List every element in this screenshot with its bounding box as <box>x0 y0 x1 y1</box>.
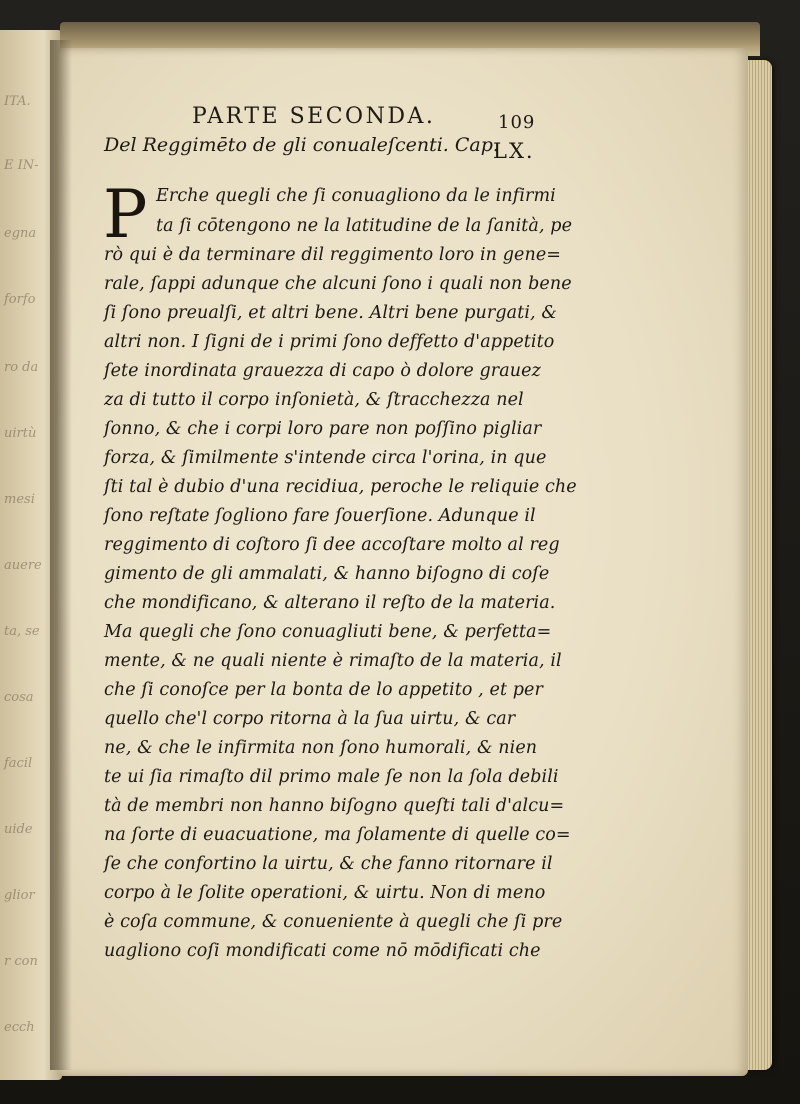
left-page-fragment: uide <box>4 822 33 837</box>
text-line: na ſorte di euacuatione, ma ſolamente di quelle co= <box>104 825 571 845</box>
text-line: ſonno, & che i corpi loro pare non poſſino pigliar <box>104 419 542 439</box>
left-page-fragment: glior <box>4 888 35 903</box>
text-line: tà de membri non hanno biſogno queſti tali d'alcu= <box>104 796 565 816</box>
left-page-fragment: egna <box>4 226 37 241</box>
text-line: ſete inordinata grauezza di capo ò dolore grauez <box>104 361 541 381</box>
text-line: che mondificano, & alterano il reſto de la materia. <box>104 593 556 613</box>
text-line: gimento de gli ammalati, & hanno biſogno di coſe <box>104 564 550 584</box>
text-line: ſe che confortino la uirtu, & che fanno ritornare il <box>104 854 553 874</box>
text-line: ta ſi cōtengono ne la latitudine de la ſanità, pe <box>156 216 573 236</box>
text-line: ſti tal è dubio d'una recidiua, peroche le reliquie che <box>104 477 577 497</box>
left-page-fragment: r con <box>4 954 38 969</box>
left-page-fragment: forfo <box>4 292 36 307</box>
left-page-fragment: E IN- <box>4 158 39 173</box>
running-head: PARTE SECONDA. <box>192 104 436 129</box>
left-page-fragment: ro da <box>4 360 39 375</box>
left-page-fragment: ta, se <box>4 624 40 639</box>
text-line: ne, & che le infirmita non ſono humorali, & nien <box>104 738 538 758</box>
text-line: Erche quegli che ſi conuagliono da le infirmi <box>156 186 556 206</box>
chapter-number: LX. <box>493 139 535 163</box>
left-page-fragment: ecch <box>4 1020 35 1035</box>
text-line: che ſi conoſce per la bonta de lo appetito , et per <box>104 680 543 700</box>
text-line: mente, & ne quali niente è rimaſto de la materia, il <box>104 651 562 671</box>
text-line: reggimento di coſtoro ſi dee accoſtare molto al reg <box>104 535 560 555</box>
left-page-fragment: uirtù <box>4 426 37 441</box>
text-line: te ui ſia rimaſto dil primo male ſe non la ſola debili <box>104 767 559 787</box>
text-line: corpo à le ſolite operationi, & uirtu. Non di meno <box>104 883 546 903</box>
text-line: uagliono coſi mondificati come nō mōdificati che <box>104 941 541 961</box>
spine-shadow <box>50 40 72 1070</box>
text-line: è coſa commune, & conueniente à quegli che ſi pre <box>104 912 563 932</box>
text-line: Ma quegli che ſono conuagliuti bene, & perfetta= <box>104 622 552 642</box>
text-line: ſi ſono preualſi, et altri bene. Altri bene purgati, & <box>104 303 558 323</box>
left-page-fragment: mesi <box>4 492 35 507</box>
text-line: forza, & ſimilmente s'intende circa l'orina, in que <box>104 448 547 468</box>
left-page-fragment: ITA. <box>4 94 31 109</box>
drop-cap: P <box>103 176 148 253</box>
text-line: altri non. I ſigni de i primi ſono deffetto d'appetito <box>104 332 555 352</box>
text-line: rò qui è da terminare dil reggimento loro in gene= <box>104 245 562 265</box>
chapter-title: Del Reggimēto de gli conualeſcenti. Cap. <box>104 134 499 156</box>
text-line: ſono reſtate ſogliono fare ſouerſione. Adunque il <box>104 506 536 526</box>
left-page-fragment: cosa <box>4 690 34 705</box>
text-line: rale, ſappi adunque che alcuni ſono i quali non bene <box>104 274 572 294</box>
text-line: quello che'l corpo ritorna à la ſua uirtu, & car <box>104 709 516 729</box>
text-line: za di tutto il corpo inſonietà, & ſtracchezza nel <box>104 390 524 410</box>
left-page-fragment: auere <box>4 558 42 573</box>
left-page-fragment: facil <box>4 756 33 771</box>
page-number: 109 <box>498 112 536 133</box>
